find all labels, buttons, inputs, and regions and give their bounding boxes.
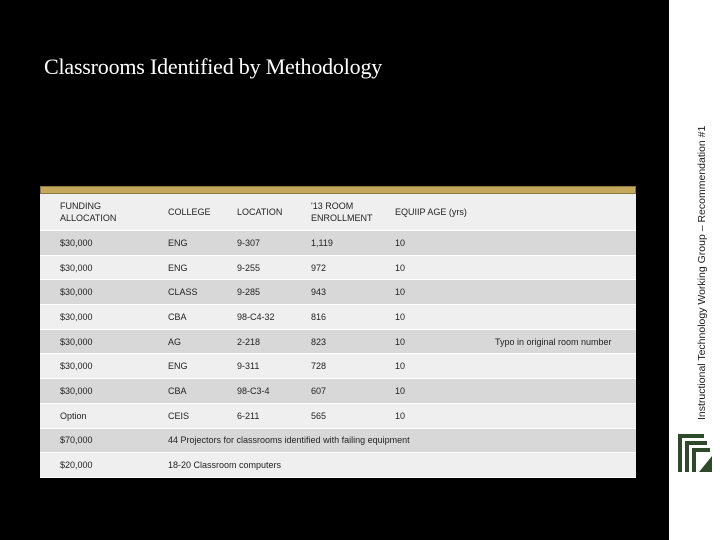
table-row xyxy=(40,403,636,428)
college-cell: CEIS xyxy=(148,403,217,428)
enrollment-cell: 943 xyxy=(291,280,375,305)
description-cell: 18-20 Classroom computers xyxy=(148,453,636,478)
enrollment-cell: 823 xyxy=(291,329,375,354)
notes-cell xyxy=(475,231,636,256)
equip-age-cell: 10 xyxy=(375,403,475,428)
location-cell: 2-218 xyxy=(217,329,291,354)
table-row xyxy=(40,453,636,478)
notes-cell xyxy=(475,255,636,280)
location-cell: 9-311 xyxy=(217,354,291,379)
equip-age-cell: 10 xyxy=(375,329,475,354)
college-cell: ENG xyxy=(148,231,217,256)
table-row xyxy=(40,305,636,330)
header-location: LOCATION xyxy=(217,194,291,231)
college-cell: ENG xyxy=(148,255,217,280)
header-equip-age: EQUIIP AGE (yrs) xyxy=(375,194,475,231)
location-cell: 9-255 xyxy=(217,255,291,280)
sidebar-caption: Instructional Technology Working Group – Recommendation #1 xyxy=(696,125,708,420)
funding-cell: $70,000 xyxy=(40,428,148,453)
equip-age-cell: 10 xyxy=(375,231,475,256)
equip-age-cell: 10 xyxy=(375,379,475,404)
enrollment-cell: 728 xyxy=(291,354,375,379)
funding-cell: $30,000 xyxy=(40,329,148,354)
college-cell: CBA xyxy=(148,305,217,330)
notes-cell: Typo in original room number xyxy=(475,329,636,354)
university-logo-icon xyxy=(675,428,715,478)
funding-cell: $30,000 xyxy=(40,305,148,330)
college-cell: AG xyxy=(148,329,217,354)
enrollment-cell: 1,119 xyxy=(291,231,375,256)
funding-cell: $30,000 xyxy=(40,379,148,404)
table-row xyxy=(40,329,636,354)
location-cell: 98-C3-4 xyxy=(217,379,291,404)
notes-cell xyxy=(475,305,636,330)
enrollment-cell: 816 xyxy=(291,305,375,330)
table-row xyxy=(40,428,636,453)
description-cell: 44 Projectors for classrooms identified with failing equipment xyxy=(148,428,636,453)
enrollment-cell: 972 xyxy=(291,255,375,280)
funding-cell: Option xyxy=(40,403,148,428)
college-cell: CBA xyxy=(148,379,217,404)
table-row xyxy=(40,280,636,305)
header-college: COLLEGE xyxy=(148,194,217,231)
table-top-bar xyxy=(40,186,636,194)
notes-cell xyxy=(475,379,636,404)
funding-cell: $30,000 xyxy=(40,255,148,280)
location-cell: 98-C4-32 xyxy=(217,305,291,330)
methodology-table xyxy=(40,186,636,478)
notes-cell xyxy=(475,403,636,428)
notes-cell xyxy=(475,280,636,305)
funding-cell: $20,000 xyxy=(40,453,148,478)
funding-cell: $30,000 xyxy=(40,354,148,379)
page-title: Classrooms Identified by Methodology xyxy=(44,54,383,79)
table-row xyxy=(40,379,636,404)
enrollment-cell: 607 xyxy=(291,379,375,404)
equip-age-cell: 10 xyxy=(375,255,475,280)
equip-age-cell: 10 xyxy=(375,354,475,379)
table-header-row xyxy=(40,194,636,231)
college-cell: ENG xyxy=(148,354,217,379)
location-cell: 9-285 xyxy=(217,280,291,305)
notes-cell xyxy=(475,354,636,379)
table-row xyxy=(40,231,636,256)
equip-age-cell: 10 xyxy=(375,280,475,305)
header-notes xyxy=(475,194,636,231)
funding-cell: $30,000 xyxy=(40,231,148,256)
enrollment-cell: 565 xyxy=(291,403,375,428)
location-cell: 6-211 xyxy=(217,403,291,428)
equip-age-cell: 10 xyxy=(375,305,475,330)
location-cell: 9-307 xyxy=(217,231,291,256)
header-funding: FUNDING ALLOCATION xyxy=(40,194,148,231)
funding-cell: $30,000 xyxy=(40,280,148,305)
college-cell: CLASS xyxy=(148,280,217,305)
table-row xyxy=(40,354,636,379)
header-enrollment: '13 ROOM ENROLLMENT xyxy=(291,194,375,231)
table-row xyxy=(40,255,636,280)
